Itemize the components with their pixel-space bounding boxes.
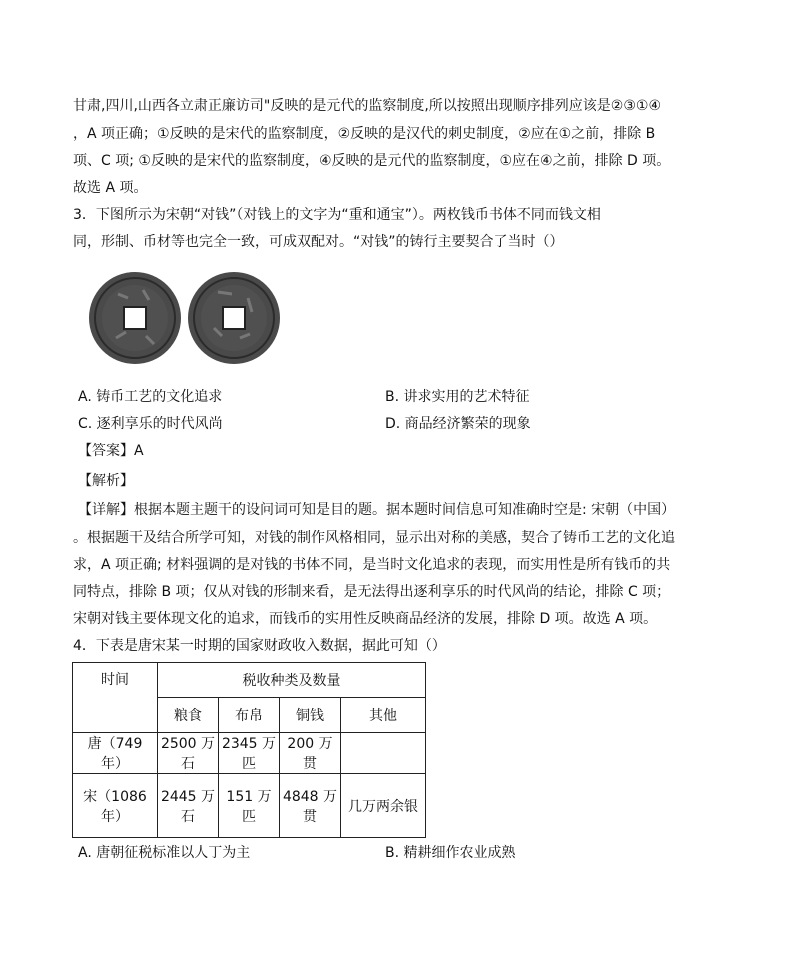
option-a: A. 唐朝征税标准以人丁为主 bbox=[78, 845, 251, 861]
table-row bbox=[73, 733, 426, 774]
option-d: D. 商品经济繁荣的现象 bbox=[385, 416, 531, 432]
option-b: B. 精耕细作农业成熟 bbox=[385, 845, 516, 861]
cell: 4848 万贯 bbox=[280, 774, 341, 838]
detail-line: 同特点，排除 B 项；仅从对钱的形制来看，是无法得出逐利享乐的时代风尚的结论，排除 C 项； bbox=[73, 584, 671, 600]
question-3-stem: 同，形制、币材等也完全一致，可成双配对。“对钱”的铸行主要契合了当时（） bbox=[73, 234, 564, 250]
cell: 2345 万匹 bbox=[219, 733, 280, 774]
subheader: 布帛 bbox=[219, 698, 280, 733]
tax-table bbox=[72, 662, 426, 838]
cell: 151 万匹 bbox=[219, 774, 280, 838]
cell: 2500 万石 bbox=[158, 733, 219, 774]
cell: 2445 万石 bbox=[158, 774, 219, 838]
analysis-line: ，A 项正确；①反映的是宋代的监察制度，②反映的是汉代的刺史制度，②应在①之前，排除 B bbox=[73, 126, 656, 142]
cell-time: 唐（749 年） bbox=[73, 733, 158, 774]
analysis-label: 【解析】 bbox=[78, 473, 134, 489]
cell: 200 万贯 bbox=[280, 733, 341, 774]
analysis-line: 甘肃,四川,山西各立肃正廉访司"反映的是元代的监察制度,所以按照出现顺序排列应该是②③①④ bbox=[73, 98, 661, 114]
analysis-line: 项、C 项; ①反映的是宋代的监察制度，④反映的是元代的监察制度，①应在④之前，排除 D 项。 bbox=[73, 153, 671, 169]
answer-label: 【答案】 bbox=[78, 443, 134, 459]
subheader: 其他 bbox=[341, 698, 426, 733]
option-a: A. 铸币工艺的文化追求 bbox=[78, 389, 223, 405]
analysis-line: 故选 A 项。 bbox=[73, 180, 148, 196]
answer bbox=[78, 441, 144, 461]
cell-time: 宋（1086 年） bbox=[73, 774, 158, 838]
option-b: B. 讲求实用的艺术特征 bbox=[385, 389, 530, 405]
detail-line: 求，A 项正确; 材料强调的是对钱的书体不同，是当时文化追求的表现，而实用性是所有钱币的共 bbox=[73, 557, 671, 573]
question-4-stem: 4．下表是唐宋某一时期的国家财政收入数据，据此可知（） bbox=[73, 638, 446, 654]
subheader: 粮食 bbox=[158, 698, 219, 733]
option-c: C. 逐利享乐的时代风尚 bbox=[78, 416, 223, 432]
coin-icon bbox=[188, 272, 280, 364]
question-3-stem: 3．下图所示为宋朝“对钱”（对钱上的文字为“重和通宝”）。两枚钱币书体不同而钱文相 bbox=[73, 207, 601, 223]
cell bbox=[341, 733, 426, 774]
header-group: 税收种类及数量 bbox=[158, 663, 426, 698]
subheader: 铜钱 bbox=[280, 698, 341, 733]
coin-icon bbox=[89, 272, 181, 364]
header-time: 时间 bbox=[73, 663, 158, 733]
detail-line: 宋朝对钱主要体现文化的追求，而钱币的实用性反映商品经济的发展，排除 D 项。故选 A 项。 bbox=[73, 611, 658, 627]
detail-line: 【详解】根据本题主题干的设问词可知是目的题。据本题时间信息可知准确时空是: 宋朝（中国） bbox=[78, 502, 676, 518]
coins-image bbox=[88, 268, 283, 368]
answer-value: A bbox=[134, 443, 144, 459]
detail-line: 。根据题干及结合所学可知，对钱的制作风格相同，显示出对称的美感，契合了铸币工艺的文化追 bbox=[73, 530, 675, 546]
cell: 几万两余银 bbox=[341, 774, 426, 838]
table-row bbox=[73, 774, 426, 838]
